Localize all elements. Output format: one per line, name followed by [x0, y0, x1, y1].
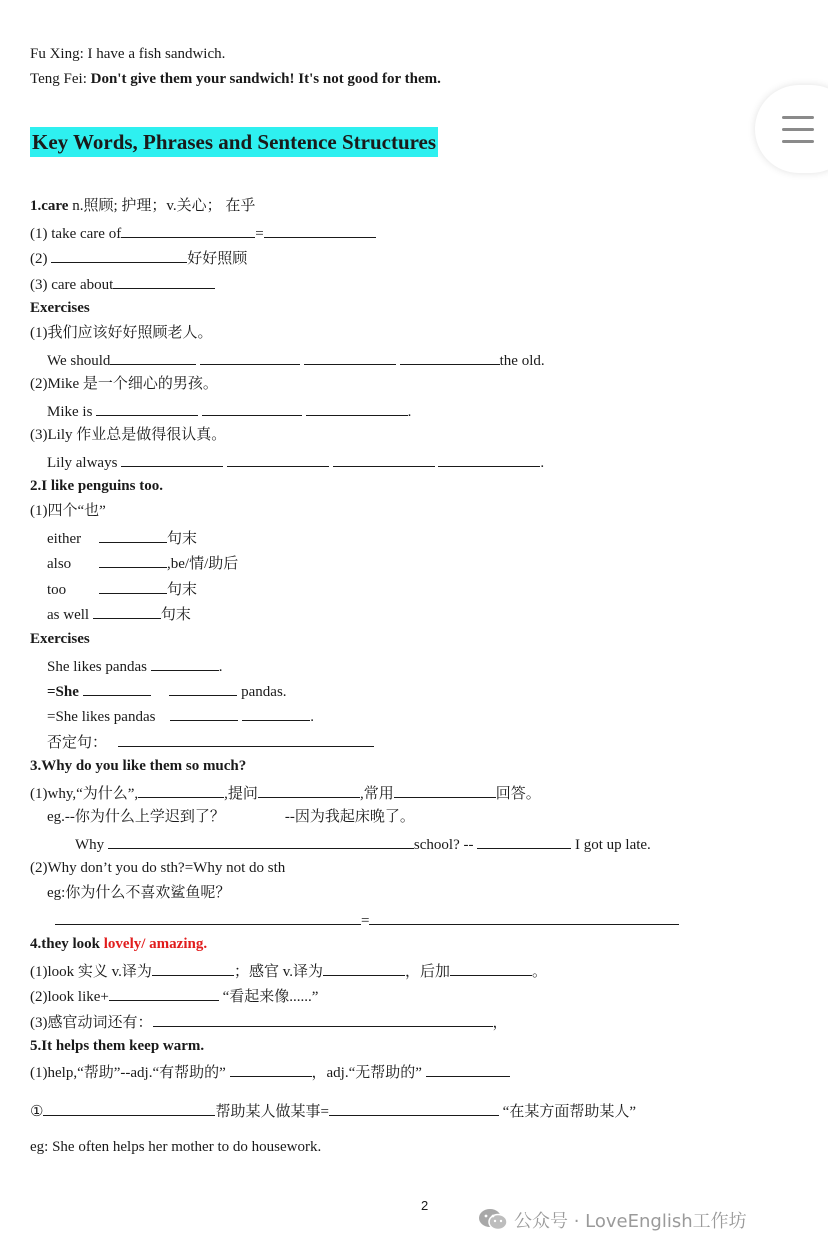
s3-p1 [30, 782, 541, 804]
dialogue-line-1: Fu Xing: I have a fish sandwich. [30, 46, 226, 62]
blank[interactable] [306, 400, 408, 416]
blank[interactable] [43, 1100, 215, 1116]
s1-meaning: n.照顾; 护理；v.关心； 在乎 [68, 198, 256, 214]
menu-icon-bar [782, 128, 814, 131]
s1-title: 1.care [30, 198, 69, 214]
blank[interactable] [110, 349, 196, 365]
text: 句末 [167, 582, 198, 598]
s4-p2 [30, 985, 318, 1007]
s1-exercises: Exercises [30, 300, 90, 316]
blank[interactable] [121, 222, 255, 238]
text: “看起来像......” [222, 989, 319, 1005]
blank[interactable] [51, 247, 187, 263]
text: eg.--你为什么上学迟到了？ [47, 809, 225, 825]
s4-title [30, 934, 207, 954]
blank[interactable] [394, 782, 496, 798]
text: 4.they look [30, 936, 104, 952]
blank[interactable] [426, 1061, 510, 1077]
text: = [361, 913, 370, 929]
text: ；感官 v.译为 [233, 964, 323, 980]
s2-either [47, 527, 197, 549]
blank[interactable] [96, 400, 198, 416]
blank[interactable] [323, 960, 405, 976]
s2-also [47, 552, 238, 574]
blank[interactable] [151, 655, 219, 671]
blank[interactable] [450, 960, 532, 976]
blank[interactable] [258, 782, 360, 798]
text: (2) [30, 251, 52, 267]
text: ， [492, 1015, 508, 1031]
s1-e1-answer [47, 349, 545, 371]
text: I got up late. [571, 837, 651, 853]
s5-c1 [30, 1100, 636, 1122]
s3-p2: (2)Why don’t you do sth?=Why not do sth [30, 860, 286, 876]
text: . [407, 404, 412, 420]
menu-button[interactable] [755, 85, 828, 173]
wechat-icon [478, 1208, 508, 1232]
text: either [47, 531, 82, 547]
text: (1)look 实义 v.译为 [30, 964, 152, 980]
s1-e3-answer [47, 451, 544, 473]
blank[interactable] [477, 833, 571, 849]
text: too [47, 582, 67, 598]
text: ,提问 [224, 786, 258, 802]
text: (3)感官动词还有： [30, 1015, 153, 1031]
text: ① [30, 1104, 44, 1120]
blank[interactable] [55, 909, 361, 925]
blank[interactable] [170, 705, 238, 721]
text: 否定句： [47, 735, 108, 751]
blank[interactable] [169, 680, 237, 696]
s1-e3: (3)Lily 作业总是做得很认真。 [30, 427, 227, 443]
text: 。 [531, 964, 547, 980]
text: . [218, 659, 223, 675]
s2-too [47, 578, 197, 600]
blank[interactable] [99, 578, 167, 594]
s3-eg1 [47, 807, 415, 827]
text: . [310, 709, 314, 725]
text: 好好照顾 [187, 251, 248, 267]
highlight: lovely/ amazing. [103, 936, 208, 952]
s1-p2 [30, 247, 247, 269]
blank[interactable] [113, 273, 215, 289]
s5-eg: eg: She often helps her mother to do housework. [30, 1139, 322, 1155]
text: --因为我起床晚了。 [284, 809, 415, 825]
s4-p3 [30, 1011, 508, 1033]
blank[interactable] [400, 349, 500, 365]
text: (1)why,“为什么”, [30, 786, 139, 802]
dialogue-line-2 [30, 69, 441, 89]
blank[interactable] [138, 782, 224, 798]
text: (1)help,“帮助”--adj.“有帮助的” [30, 1065, 226, 1081]
dialogue-text: Don't give them your sandwich! It's not good for them. [90, 71, 441, 87]
s1-e2: (2)Mike 是一个细心的男孩。 [30, 376, 218, 392]
text: ，adj.“无帮助的” [311, 1065, 422, 1081]
text: She likes pandas [47, 659, 151, 675]
blank[interactable] [438, 451, 540, 467]
s4-p1 [30, 960, 547, 982]
s2-aswell [47, 603, 191, 625]
blank[interactable] [152, 960, 234, 976]
blank[interactable] [109, 985, 219, 1001]
blank[interactable] [93, 603, 161, 619]
blank[interactable] [264, 222, 376, 238]
blank[interactable] [227, 451, 329, 467]
s5-title: 5.It helps them keep warm. [30, 1038, 205, 1054]
s3-eg2-answer [55, 909, 679, 931]
text: . [540, 455, 545, 471]
text: ,be/情/助后 [167, 556, 239, 572]
text: ，后加 [404, 964, 450, 980]
text: (2)look like+ [30, 989, 109, 1005]
blank[interactable] [200, 349, 300, 365]
blank[interactable] [329, 1100, 499, 1116]
blank[interactable] [202, 400, 302, 416]
menu-icon-bar [782, 140, 814, 143]
menu-icon [782, 116, 814, 119]
s2-x3 [47, 705, 314, 727]
text: the old. [499, 353, 545, 369]
text: (1) take care of [30, 226, 122, 242]
s1-e1: (1)我们应该好好照顾老人。 [30, 325, 213, 341]
page-number: 2 [421, 1198, 429, 1213]
text: as well [47, 607, 93, 623]
blank[interactable] [99, 552, 167, 568]
speaker: Teng Fei: [30, 71, 91, 87]
s2-x1 [47, 655, 222, 677]
text: Why [75, 837, 108, 853]
text: ,常用 [359, 786, 394, 802]
s1-p1 [30, 222, 376, 244]
text: “在某方面帮助某人” [502, 1104, 636, 1120]
s5-p1 [30, 1061, 510, 1083]
text: 帮助某人做某事= [215, 1104, 329, 1120]
s1-p3 [30, 273, 215, 295]
s2-x2 [47, 680, 287, 702]
blank[interactable] [242, 705, 310, 721]
s1-e2-answer [47, 400, 411, 422]
text: 句末 [167, 531, 198, 547]
s3-why [75, 833, 651, 855]
s2-p1: (1)四个“也” [30, 503, 106, 519]
watermark-text: 公众号 · LoveEnglish工作坊 [514, 1211, 747, 1232]
blank[interactable] [83, 680, 151, 696]
s3-title: 3.Why do you like them so much? [30, 758, 247, 774]
text: We should [47, 353, 111, 369]
text: Lily always [47, 455, 122, 471]
s1-title-line [30, 196, 255, 216]
blank[interactable] [108, 833, 414, 849]
s2-exercises: Exercises [30, 631, 90, 647]
blank[interactable] [118, 731, 374, 747]
text: = [255, 226, 264, 242]
s2-x4 [47, 731, 374, 753]
text: =She [47, 684, 83, 700]
text: pandas. [237, 684, 287, 700]
text: 句末 [160, 607, 191, 623]
blank[interactable] [369, 909, 679, 925]
watermark [478, 1206, 747, 1234]
text: also [47, 556, 72, 572]
s2-title: 2.I like penguins too. [30, 478, 163, 494]
text: Mike is [47, 404, 97, 420]
text: =She likes pandas [47, 709, 160, 725]
text: (3) care about [30, 277, 114, 293]
text: 回答。 [495, 786, 541, 802]
s3-eg2: eg:你为什么不喜欢鲨鱼呢？ [47, 885, 231, 901]
blank[interactable] [121, 451, 223, 467]
section-heading: Key Words, Phrases and Sentence Structures [30, 127, 438, 157]
blank[interactable] [153, 1011, 493, 1027]
blank[interactable] [99, 527, 167, 543]
blank[interactable] [230, 1061, 312, 1077]
text: school? -- [413, 837, 478, 853]
blank[interactable] [333, 451, 435, 467]
blank[interactable] [304, 349, 396, 365]
